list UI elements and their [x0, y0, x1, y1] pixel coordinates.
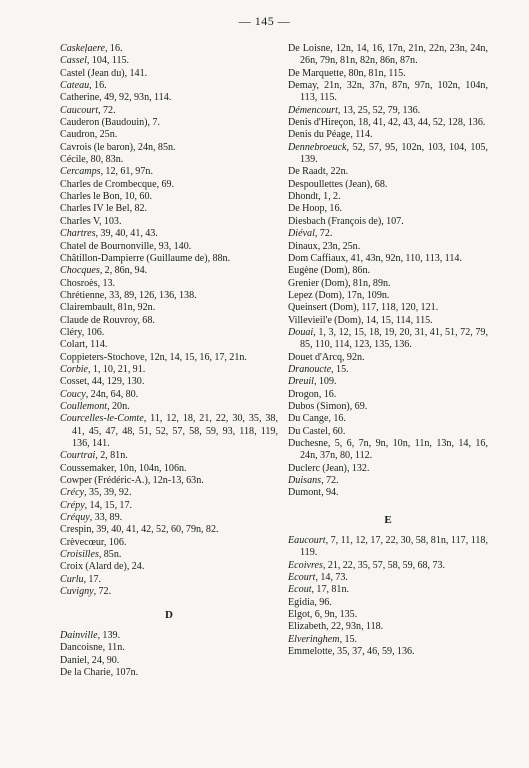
index-entry: De Marquette, 80n, 81n, 115. — [288, 67, 406, 79]
index-entry: Dumont, 94. — [288, 487, 339, 499]
index-refs: 49, 92, 93n, 114. — [104, 92, 172, 104]
index-refs: 35, 37, 46, 59, 136. — [337, 646, 415, 658]
index-refs: 1, 2. — [323, 191, 341, 203]
index-entry: Dhondt, 1, 2. — [288, 191, 341, 203]
index-entry: Charles IV le Bel, 82. — [60, 203, 148, 215]
index-term: Denis du Péage — [288, 129, 351, 141]
index-refs: 39, 40, 41, 43. — [100, 228, 158, 240]
index-term: Dranoucte — [288, 363, 332, 375]
index-refs: 86n. — [352, 265, 371, 277]
index-entry: Cuvigny, 72. — [60, 586, 112, 598]
index-refs: 35, 39, 92. — [88, 487, 132, 499]
index-term: Crèvecœur — [60, 536, 104, 548]
index-entry: De Hoop, 16. — [288, 203, 343, 215]
index-term: Croix (Alard de) — [60, 561, 127, 573]
index-refs: 88n. — [212, 252, 231, 264]
index-refs: 14, 15, 114, 115. — [365, 314, 433, 326]
index-term: Coucy — [60, 388, 86, 400]
index-refs: 72. — [98, 586, 112, 598]
index-entry: Charles V, 103. — [60, 215, 122, 227]
index-refs: 24n, 64, 80. — [90, 388, 139, 400]
index-entry: Cosset, 44, 129, 130. — [60, 376, 145, 388]
index-term: Grenier (Dom) — [288, 277, 349, 289]
index-term: Coppieters-Stochove — [60, 351, 145, 363]
index-term: Douai — [288, 326, 314, 338]
section-heading-e: E — [384, 513, 392, 526]
index-entry: Crécy, 35, 39, 92. — [60, 487, 132, 499]
index-term: Eaucourt — [288, 535, 326, 547]
index-entry: Coucy, 24n, 64, 80. — [60, 388, 139, 400]
index-entry: Ecout, 17, 81n. — [288, 584, 350, 596]
index-entry: Chocques, 2, 86n, 94. — [60, 265, 148, 277]
index-entry: Lepez (Dom), 17n, 109n. — [288, 289, 390, 301]
index-entry: Cécile, 80, 83n. — [60, 154, 124, 166]
index-term: Dreuil — [288, 376, 314, 388]
index-refs: 93, 140. — [158, 240, 192, 252]
index-entry: Dainville, 139. — [60, 629, 121, 641]
index-refs: 132. — [351, 462, 370, 474]
index-term: Cowper (Frédéric-A.) — [60, 475, 148, 487]
index-entry: Coussemaker, 10n, 104n, 106n. — [60, 462, 187, 474]
index-refs: 23n, 25n. — [322, 240, 361, 252]
index-entry: Du Cange, 16. — [288, 413, 346, 425]
index-refs: 85n. — [103, 549, 122, 561]
index-entry: Queinsert (Dom), 117, 118, 120, 121. — [288, 302, 439, 314]
index-term: Cassel — [60, 55, 87, 67]
index-refs: 15. — [344, 633, 358, 645]
index-refs: 68. — [374, 178, 388, 190]
index-term: Drogon — [288, 388, 319, 400]
index-refs: 69. — [161, 178, 175, 190]
index-refs: 82. — [134, 203, 148, 215]
index-refs: 21n, 32n, 37n, 87n, 97n, 102n, 104n, 113, 115. — [300, 80, 488, 104]
index-term: Coullemont — [60, 400, 108, 412]
index-entry: Dinaux, 23n, 25n. — [288, 240, 361, 252]
index-refs: 12n, 14, 16, 17n, 21n, 22n, 23n, 24n, 26n, 79n, 81n, 82n, 86n, 87n. — [300, 43, 488, 67]
index-term: Curlu — [60, 573, 84, 585]
index-refs: 11n. — [107, 642, 125, 654]
index-column-left — [60, 43, 278, 679]
index-entry: Corbie, 1, 10, 21, 91. — [60, 363, 146, 375]
index-term: De Marquette — [288, 67, 344, 79]
index-refs: 1, 3, 12, 15, 18, 19, 20, 31, 41, 51, 72, 79, 85, 110, 114, 123, 135, 136. — [300, 326, 488, 351]
index-refs: 12, 61, 97n. — [105, 166, 153, 178]
index-refs: 7, 11, 12, 17, 22, 30, 58, 81n, 117, 118, 119. — [300, 535, 488, 559]
index-refs: 11, 12, 18, 21, 22, 30, 35, 38, 41, 45, 47, 48, 51, 52, 57, 58, 59, 93, 118, 119, 136, 141. — [72, 413, 278, 449]
index-refs: 2, 81n. — [100, 450, 128, 462]
index-term: Créquy — [60, 512, 90, 524]
index-refs: 24n, 85n. — [137, 141, 176, 153]
index-entry: Créquy, 33, 89. — [60, 512, 123, 524]
index-term: Dancoisne — [60, 642, 103, 654]
index-term: Diesbach (François de) — [288, 215, 382, 227]
index-term: Denis d'Hireçon — [288, 117, 354, 129]
index-entry: Eaucourt, 7, 11, 12, 17, 22, 30, 58, 81n, 117, 118, 119. — [288, 535, 488, 559]
index-term: Corbie — [60, 363, 89, 375]
index-entry: Duclerc (Jean), 132. — [288, 462, 370, 474]
index-term: Clairembault — [60, 302, 113, 314]
index-refs: 114. — [355, 129, 373, 141]
index-entry: Cléry, 106. — [60, 326, 105, 338]
index-entry: Diéval, 72. — [288, 228, 333, 240]
index-term: Cateau — [60, 80, 90, 92]
index-term: Demay — [288, 80, 317, 92]
index-refs: 14, 15, 17. — [89, 499, 133, 511]
index-term: De Loisne — [288, 43, 331, 54]
index-entry: Ecourt, 14, 73. — [288, 572, 348, 584]
index-entry: Du Castel, 60. — [288, 425, 346, 437]
index-term: Villevieil'e (Dom) — [288, 314, 362, 326]
index-term: Crespin — [60, 524, 92, 536]
index-entry: Charles de Crombecque, 69. — [60, 178, 175, 190]
index-refs: 139. — [102, 629, 121, 641]
index-refs: 80n, 81n, 115. — [348, 67, 406, 79]
index-refs: 109. — [318, 376, 337, 388]
index-entry: Denis du Péage, 114. — [288, 129, 373, 141]
index-refs: 107n. — [115, 666, 139, 678]
index-entry: Castel (Jean du), 141. — [60, 67, 148, 79]
index-entry: De Loisne, 12n, 14, 16, 17n, 21n, 22n, 23n, 24n, 26n, 79n, 81n, 82n, 86n, 87n. — [288, 43, 488, 67]
index-term: Queinsert (Dom) — [288, 302, 357, 314]
index-entry: Duchesne, 5, 6, 7n, 9n, 10n, 11n, 13n, 14, 16, 24n, 37n, 80, 112. — [288, 438, 488, 462]
index-refs: 72. — [319, 228, 333, 240]
index-term: Catherine — [60, 92, 100, 104]
index-entry: Chatel de Bournonville, 93, 140. — [60, 240, 192, 252]
index-refs: 69. — [354, 400, 368, 412]
index-term: Eugène (Dom) — [288, 265, 348, 277]
index-refs: 17. — [88, 573, 102, 585]
index-term: Dinaux — [288, 240, 318, 252]
index-term: Châtillon-Dampierre (Guillaume de) — [60, 252, 208, 264]
index-refs: 7. — [152, 117, 160, 129]
section-heading-d: D — [165, 609, 173, 622]
index-entry: Coullemont, 20n. — [60, 400, 130, 412]
index-refs: 2, 86n, 94. — [104, 265, 148, 277]
index-entry: Egidia, 96. — [288, 596, 332, 608]
index-refs: 72. — [325, 475, 339, 487]
index-refs: 22, 93n, 118. — [330, 621, 384, 633]
index-refs: 103. — [103, 215, 122, 227]
index-entry: Coppieters-Stochove, 12n, 14, 15, 16, 17, 21n. — [60, 351, 247, 363]
index-refs: 81n, 92n. — [117, 302, 156, 314]
index-entry: Chartres, 39, 40, 41, 43. — [60, 228, 158, 240]
index-term: Cécile — [60, 154, 86, 166]
index-term: Crécy — [60, 487, 85, 499]
index-refs: 81n, 89n. — [352, 277, 391, 289]
index-term: Du Castel — [288, 425, 328, 437]
index-entry: Caudron, 25n. — [60, 129, 118, 141]
index-refs: 20n. — [111, 400, 130, 412]
index-term: Elizabeth — [288, 621, 327, 633]
index-entry: Crèvecœur, 106. — [60, 536, 127, 548]
index-entry: Croix (Alard de), 24. — [60, 561, 145, 573]
index-term: Cosset — [60, 376, 87, 388]
index-term: Elgot — [288, 609, 310, 621]
index-term: Cléry — [60, 326, 82, 338]
index-refs: 94. — [325, 487, 339, 499]
index-refs: 117, 118, 120, 121. — [361, 302, 439, 314]
index-term: Lepez (Dom) — [288, 289, 342, 301]
index-entry: Châtillon-Dampierre (Guillaume de), 88n. — [60, 252, 231, 264]
index-entry: Denis d'Hireçon, 18, 41, 42, 43, 44, 52, 128, 136. — [288, 117, 486, 129]
index-term: Coussemaker — [60, 462, 114, 474]
index-entry: Despoullettes (Jean), 68. — [288, 178, 388, 190]
index-entry: Villevieil'e (Dom), 14, 15, 114, 115. — [288, 314, 433, 326]
index-entry: Crépy, 14, 15, 17. — [60, 499, 133, 511]
index-refs: 52, 57, 95, 102n, 103, 104, 105, 139. — [300, 141, 488, 166]
index-term: Chatel de Bournonville — [60, 240, 154, 252]
index-term: Dom Caffiaux — [288, 252, 346, 264]
index-term: Chrétienne — [60, 289, 105, 301]
index-term: Caskeļaere — [60, 43, 106, 54]
index-refs: 13. — [102, 277, 116, 289]
entries-c — [60, 43, 278, 598]
index-term: Douet d'Arcq — [288, 351, 343, 363]
index-entry: Cowper (Frédéric-A.), 12n-13, 63n. — [60, 475, 204, 487]
index-refs: 33, 89. — [94, 512, 123, 524]
index-term: Dainville — [60, 629, 98, 641]
index-refs: 33, 89, 126, 136, 138. — [109, 289, 197, 301]
entries-e — [288, 535, 488, 658]
index-entry: Daniel, 24, 90. — [60, 654, 120, 666]
entries-d-continued — [288, 43, 488, 500]
index-entry: Douai, 1, 3, 12, 15, 18, 19, 20, 31, 41, 51, 72, 79, 85, 110, 114, 123, 135, 136. — [288, 326, 488, 351]
index-entry: De la Charie, 107n. — [60, 666, 139, 678]
index-entry: Dennebroeuck, 52, 57, 95, 102n, 103, 104, 105, 139. — [288, 141, 488, 166]
index-entry: Cercamps, 12, 61, 97n. — [60, 166, 153, 178]
index-refs: 17n, 109n. — [346, 289, 390, 301]
index-entry: Dom Caffiaux, 41, 43n, 92n, 110, 113, 114. — [288, 252, 462, 264]
index-refs: 1, 10, 21, 91. — [92, 363, 146, 375]
index-refs: 10, 60. — [124, 191, 153, 203]
index-term: Courtrai — [60, 450, 96, 462]
index-term: Cercamps — [60, 166, 101, 178]
index-refs: 80, 83n. — [90, 154, 124, 166]
index-refs: 12n-13, 63n. — [152, 475, 204, 487]
index-entry: Claude de Rouvroy, 68. — [60, 314, 155, 326]
index-refs: 106. — [108, 536, 127, 548]
index-entry: Chosroès, 13. — [60, 277, 116, 289]
index-refs: 16. — [333, 413, 346, 425]
index-entry: Emmelotte, 35, 37, 46, 59, 136. — [288, 646, 415, 658]
index-refs: 72. — [103, 104, 116, 116]
index-refs: 10n, 104n, 106n. — [118, 462, 187, 474]
index-entry: Cauderon (Baudouin), 7. — [60, 117, 160, 129]
index-refs: 107. — [386, 215, 404, 227]
index-entry: Cavrois (le baron), 24n, 85n. — [60, 141, 176, 153]
index-refs: 16. — [109, 43, 123, 54]
index-term: Cuvigny — [60, 586, 94, 598]
index-term: Diéval — [288, 228, 315, 240]
index-entry: Colart, 114. — [60, 339, 108, 351]
index-term: Dhondt — [288, 191, 319, 203]
index-term: Elveringhem — [288, 633, 340, 645]
index-term: Croisilles — [60, 549, 99, 561]
index-term: Egidia — [288, 596, 315, 608]
index-refs: 12n, 14, 15, 16, 17, 21n. — [149, 351, 247, 363]
index-entry: Dranoucte, 15. — [288, 363, 349, 375]
index-term: Duchesne — [288, 438, 328, 449]
index-refs: 18, 41, 42, 43, 44, 52, 128, 136. — [358, 117, 486, 129]
index-term: Daniel — [60, 654, 87, 666]
index-entry: Grenier (Dom), 81n, 89n. — [288, 277, 391, 289]
index-refs: 21, 22, 35, 57, 58, 59, 68, 73. — [327, 559, 446, 571]
index-refs: 17, 81n. — [316, 584, 350, 596]
index-term: De Raadt — [288, 166, 326, 178]
index-refs: 24, 90. — [91, 654, 120, 666]
index-entry: Douet d'Arcq, 92n. — [288, 351, 365, 363]
index-refs: 68. — [142, 314, 155, 326]
index-refs: 60. — [332, 425, 346, 437]
index-entry: Cateau, 16. — [60, 80, 107, 92]
index-entry: Elizabeth, 22, 93n, 118. — [288, 621, 384, 633]
index-term: Démencourt — [288, 104, 338, 116]
index-term: Cavrois (le baron) — [60, 141, 134, 153]
index-entry: Duisans, 72. — [288, 475, 339, 487]
index-term: Caucourt — [60, 104, 99, 116]
index-entry: Curlu, 17. — [60, 573, 102, 585]
index-refs: 96. — [319, 596, 332, 608]
index-term: Despoullettes (Jean) — [288, 178, 370, 190]
index-entry: Drogon, 16. — [288, 388, 337, 400]
index-refs: 106. — [86, 326, 105, 338]
index-entry: Ecoivres, 21, 22, 35, 57, 58, 59, 68, 73. — [288, 559, 446, 571]
index-refs: 92n. — [346, 351, 365, 363]
index-entry: Elgot, 6, 9n, 135. — [288, 609, 358, 621]
index-term: Duisans — [288, 475, 322, 487]
index-entry: Caskeļaere, 16. — [60, 43, 123, 54]
index-term: Duclerc (Jean) — [288, 462, 347, 474]
index-entry: Dreuil, 109. — [288, 376, 337, 388]
index-entry: Elveringhem, 15. — [288, 633, 358, 645]
index-term: Charles V — [60, 215, 99, 227]
index-refs: 22n. — [330, 166, 349, 178]
index-refs: 25n. — [99, 129, 118, 141]
index-term: De Hoop — [288, 203, 325, 215]
index-entry: Chrétienne, 33, 89, 126, 136, 138. — [60, 289, 197, 301]
index-entry: Clairembault, 81n, 92n. — [60, 302, 156, 314]
index-term: Charles IV le Bel — [60, 203, 130, 215]
index-refs: 41, 43n, 92n, 110, 113, 114. — [350, 252, 462, 264]
index-entry: Catherine, 49, 92, 93n, 114. — [60, 92, 172, 104]
index-refs: 13, 25, 52, 79, 136. — [342, 104, 421, 116]
page-number: — 145 — — [238, 14, 291, 28]
index-entry: Démencourt, 13, 25, 52, 79, 136. — [288, 104, 421, 116]
entries-d — [60, 630, 278, 679]
index-refs: 15. — [336, 363, 349, 375]
index-refs: 39, 40, 41, 42, 52, 60, 79n, 82. — [96, 524, 219, 536]
index-term: Chosroès — [60, 277, 98, 289]
index-entry: Croisilles, 85n. — [60, 549, 122, 561]
index-refs: 104, 115. — [91, 55, 130, 67]
index-term: Ecoivres — [288, 559, 323, 571]
index-term: Chartres — [60, 228, 96, 240]
index-column-right — [288, 43, 488, 659]
index-refs: 114. — [90, 339, 108, 351]
index-term: Charles le Bon — [60, 191, 120, 203]
index-entry: Eugène (Dom), 86n. — [288, 265, 371, 277]
index-term: Colart — [60, 339, 86, 351]
index-entry: Demay, 21n, 32n, 37n, 87n, 97n, 102n, 104n, 113, 115. — [288, 80, 488, 104]
index-term: Castel (Jean du) — [60, 67, 125, 79]
index-refs: 141. — [129, 67, 148, 79]
index-term: Cauderon (Baudouin) — [60, 117, 148, 129]
index-entry: Courtrai, 2, 81n. — [60, 450, 128, 462]
index-term: Courcelles-le-Comte — [60, 413, 144, 425]
index-term: Dubos (Simon) — [288, 400, 350, 412]
index-entry: Dubos (Simon), 69. — [288, 400, 368, 412]
index-refs: 24. — [131, 561, 145, 573]
index-refs: 16. — [329, 203, 343, 215]
index-refs: 6, 9n, 135. — [314, 609, 358, 621]
index-term: Ecourt — [288, 572, 316, 584]
index-term: Caudron — [60, 129, 95, 141]
index-entry: Charles le Bon, 10, 60. — [60, 191, 153, 203]
index-refs: 16. — [94, 80, 107, 92]
index-term: Charles de Crombecque — [60, 178, 157, 190]
index-term: Chocques — [60, 265, 100, 277]
index-entry: Crespin, 39, 40, 41, 42, 52, 60, 79n, 82. — [60, 524, 219, 536]
index-entry: Diesbach (François de), 107. — [288, 215, 404, 227]
index-refs: 14, 73. — [320, 572, 348, 584]
index-term: Crépy — [60, 499, 85, 511]
index-term: Ecout — [288, 584, 312, 596]
index-term: Emmelotte — [288, 646, 333, 658]
index-entry: De Raadt, 22n. — [288, 166, 349, 178]
index-entry: Courcelles-le-Comte, 11, 12, 18, 21, 22, 30, 35, 38, 41, 45, 47, 48, 51, 52, 57, 58, 59, 93, 118, 119, 136, 141. — [60, 413, 278, 449]
index-refs: 5, 6, 7n, 9n, 10n, 11n, 13n, 14, 16, 24n, 37n, 80, 112. — [300, 438, 488, 462]
index-term: Dumont — [288, 487, 322, 499]
index-term: De la Charie — [60, 666, 111, 678]
index-refs: 16. — [323, 388, 337, 400]
index-term: Claude de Rouvroy — [60, 314, 138, 326]
index-term: Du Cange — [288, 413, 329, 425]
index-entry: Caucourt, 72. — [60, 104, 116, 116]
index-refs: 44, 129, 130. — [91, 376, 145, 388]
index-entry: Dancoisne, 11n. — [60, 642, 125, 654]
index-entry: Cassel, 104, 115. — [60, 55, 130, 67]
index-term: Dennebroeuck — [288, 141, 347, 153]
